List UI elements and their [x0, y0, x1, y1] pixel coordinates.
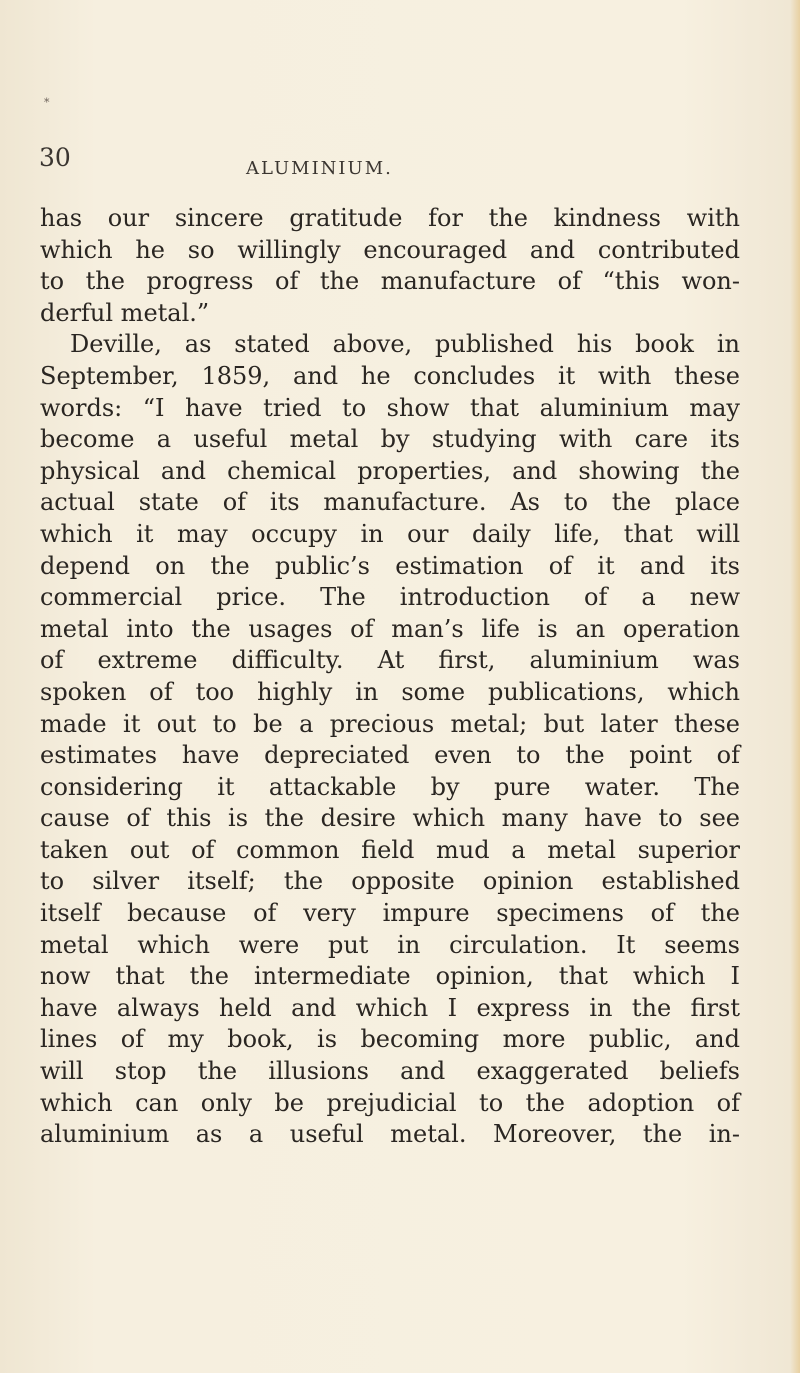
running-head: ALUMINIUM. [246, 158, 393, 179]
text-line: commercial price. The introduction of a new [40, 583, 740, 612]
text-line: become a useful metal by studying with care its [40, 425, 740, 454]
page-number: 30 [39, 143, 71, 172]
text-line: metal into the usages of man’s life is an operation [40, 614, 740, 643]
text-line: now that the intermediate opinion, that which I [40, 962, 740, 991]
text-line: which it may occupy in our daily life, that will [40, 519, 740, 548]
text-line: cause of this is the desire which many have to see [40, 804, 740, 833]
text-line: words: “I have tried to show that aluminium may [40, 393, 740, 422]
text-line: which he so willingly encouraged and contributed [40, 235, 740, 264]
text-line: spoken of too highly in some publications, which [40, 677, 740, 706]
text-line: itself because of very impure specimens of the [40, 899, 740, 928]
text-line: September, 1859, and he concludes it with these [40, 361, 740, 390]
stray-mark: * [44, 96, 50, 109]
text-line: aluminium as a useful metal. Moreover, the in- [40, 1120, 740, 1149]
text-line: has our sincere gratitude for the kindness with [40, 204, 740, 232]
page-edge-discoloration [790, 0, 800, 1373]
text-line: actual state of its manufacture. As to the place [40, 488, 740, 517]
text-line: depend on the public’s estimation of it and its [40, 551, 740, 580]
body-text [40, 203, 740, 1151]
text-line: to silver itself; the opposite opinion established [40, 867, 740, 896]
text-line: considering it attackable by pure water. The [40, 772, 740, 801]
text-line: physical and chemical properties, and showing the [40, 456, 740, 485]
text-line: taken out of common field mud a metal superior [40, 835, 740, 864]
text-line: which can only be prejudicial to the adoption of [40, 1088, 740, 1117]
paragraph-start-line: Deville, as stated above, published his book in [70, 330, 740, 359]
text-line: will stop the illusions and exaggerated beliefs [40, 1057, 740, 1086]
text-line: derful metal.” [40, 298, 210, 327]
text-line: of extreme difficulty. At first, aluminium was [40, 646, 740, 675]
text-line: estimates have depreciated even to the point of [40, 741, 740, 770]
text-line: to the progress of the manufacture of “this won- [40, 267, 740, 296]
text-line: have always held and which I express in the first [40, 993, 740, 1022]
text-line: made it out to be a precious metal; but later these [40, 709, 740, 738]
text-line: metal which were put in circulation. It seems [40, 930, 740, 959]
text-line: lines of my book, is becoming more public, and [40, 1025, 740, 1054]
